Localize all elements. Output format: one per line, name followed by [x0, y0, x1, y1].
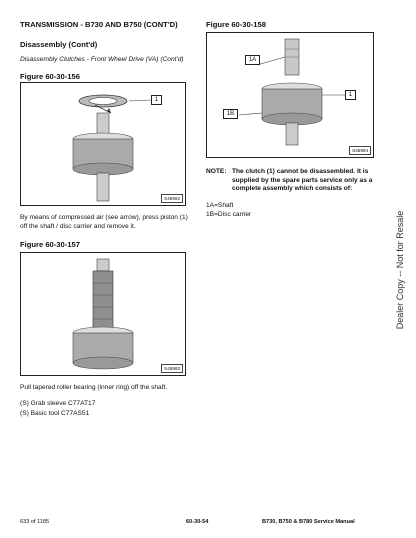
bearing-shaft-illustration [21, 253, 185, 375]
figure-158-id: S45994 [349, 146, 371, 155]
note-label: NOTE: [206, 168, 227, 175]
section-title: TRANSMISSION - B730 AND B750 (CONT'D) [20, 20, 178, 29]
subsection-title: Disassembly (Cont'd) [20, 40, 98, 49]
figure-158 [206, 32, 374, 158]
tool-1: (S) Grab sleeve C77AT17 [20, 400, 96, 407]
item-disc-carrier: 1B=Disc carrier [206, 211, 252, 218]
footer-page-count: 633 of 1185 [20, 519, 50, 525]
figure-157 [20, 252, 186, 376]
tool-2: (S) Basic tool C77AS51 [20, 410, 90, 417]
paragraph-1: By means of compressed air (see arrow), press piston (1) off the shaft / disc carrier and remove it. [20, 214, 188, 230]
figure-156-title: Figure 60-30-156 [20, 72, 80, 81]
figure-156 [20, 82, 186, 206]
watermark-text: Dealer Copy -- Not for Resale [395, 210, 405, 330]
callout-1b: 1B [223, 109, 238, 119]
figure-157-id: S45993 [161, 364, 183, 373]
footer-manual-title: B730, B750 & B780 Service Manual [262, 519, 355, 525]
footer-page-number: 60-30-54 [186, 519, 209, 525]
callout-1: 1 [345, 90, 356, 100]
figure-157-title: Figure 60-30-157 [20, 240, 80, 249]
note-text: The clutch (1) cannot be disassembled. It is supplied by the spare parts service only as a complete assembly which consists of: [232, 168, 373, 193]
callout-1: 1 [151, 95, 162, 105]
callout-1a: 1A [245, 55, 260, 65]
figure-156-id: S45992 [161, 194, 183, 203]
item-shaft: 1A=Shaft [206, 202, 234, 209]
subtitle: Disassembly Clutches - Front Wheel Drive (VA) (Cont'd) [20, 56, 184, 63]
paragraph-2: Pull tapered roller bearing (inner ring) off the shaft. [20, 384, 168, 391]
figure-158-title: Figure 60-30-158 [206, 20, 266, 29]
